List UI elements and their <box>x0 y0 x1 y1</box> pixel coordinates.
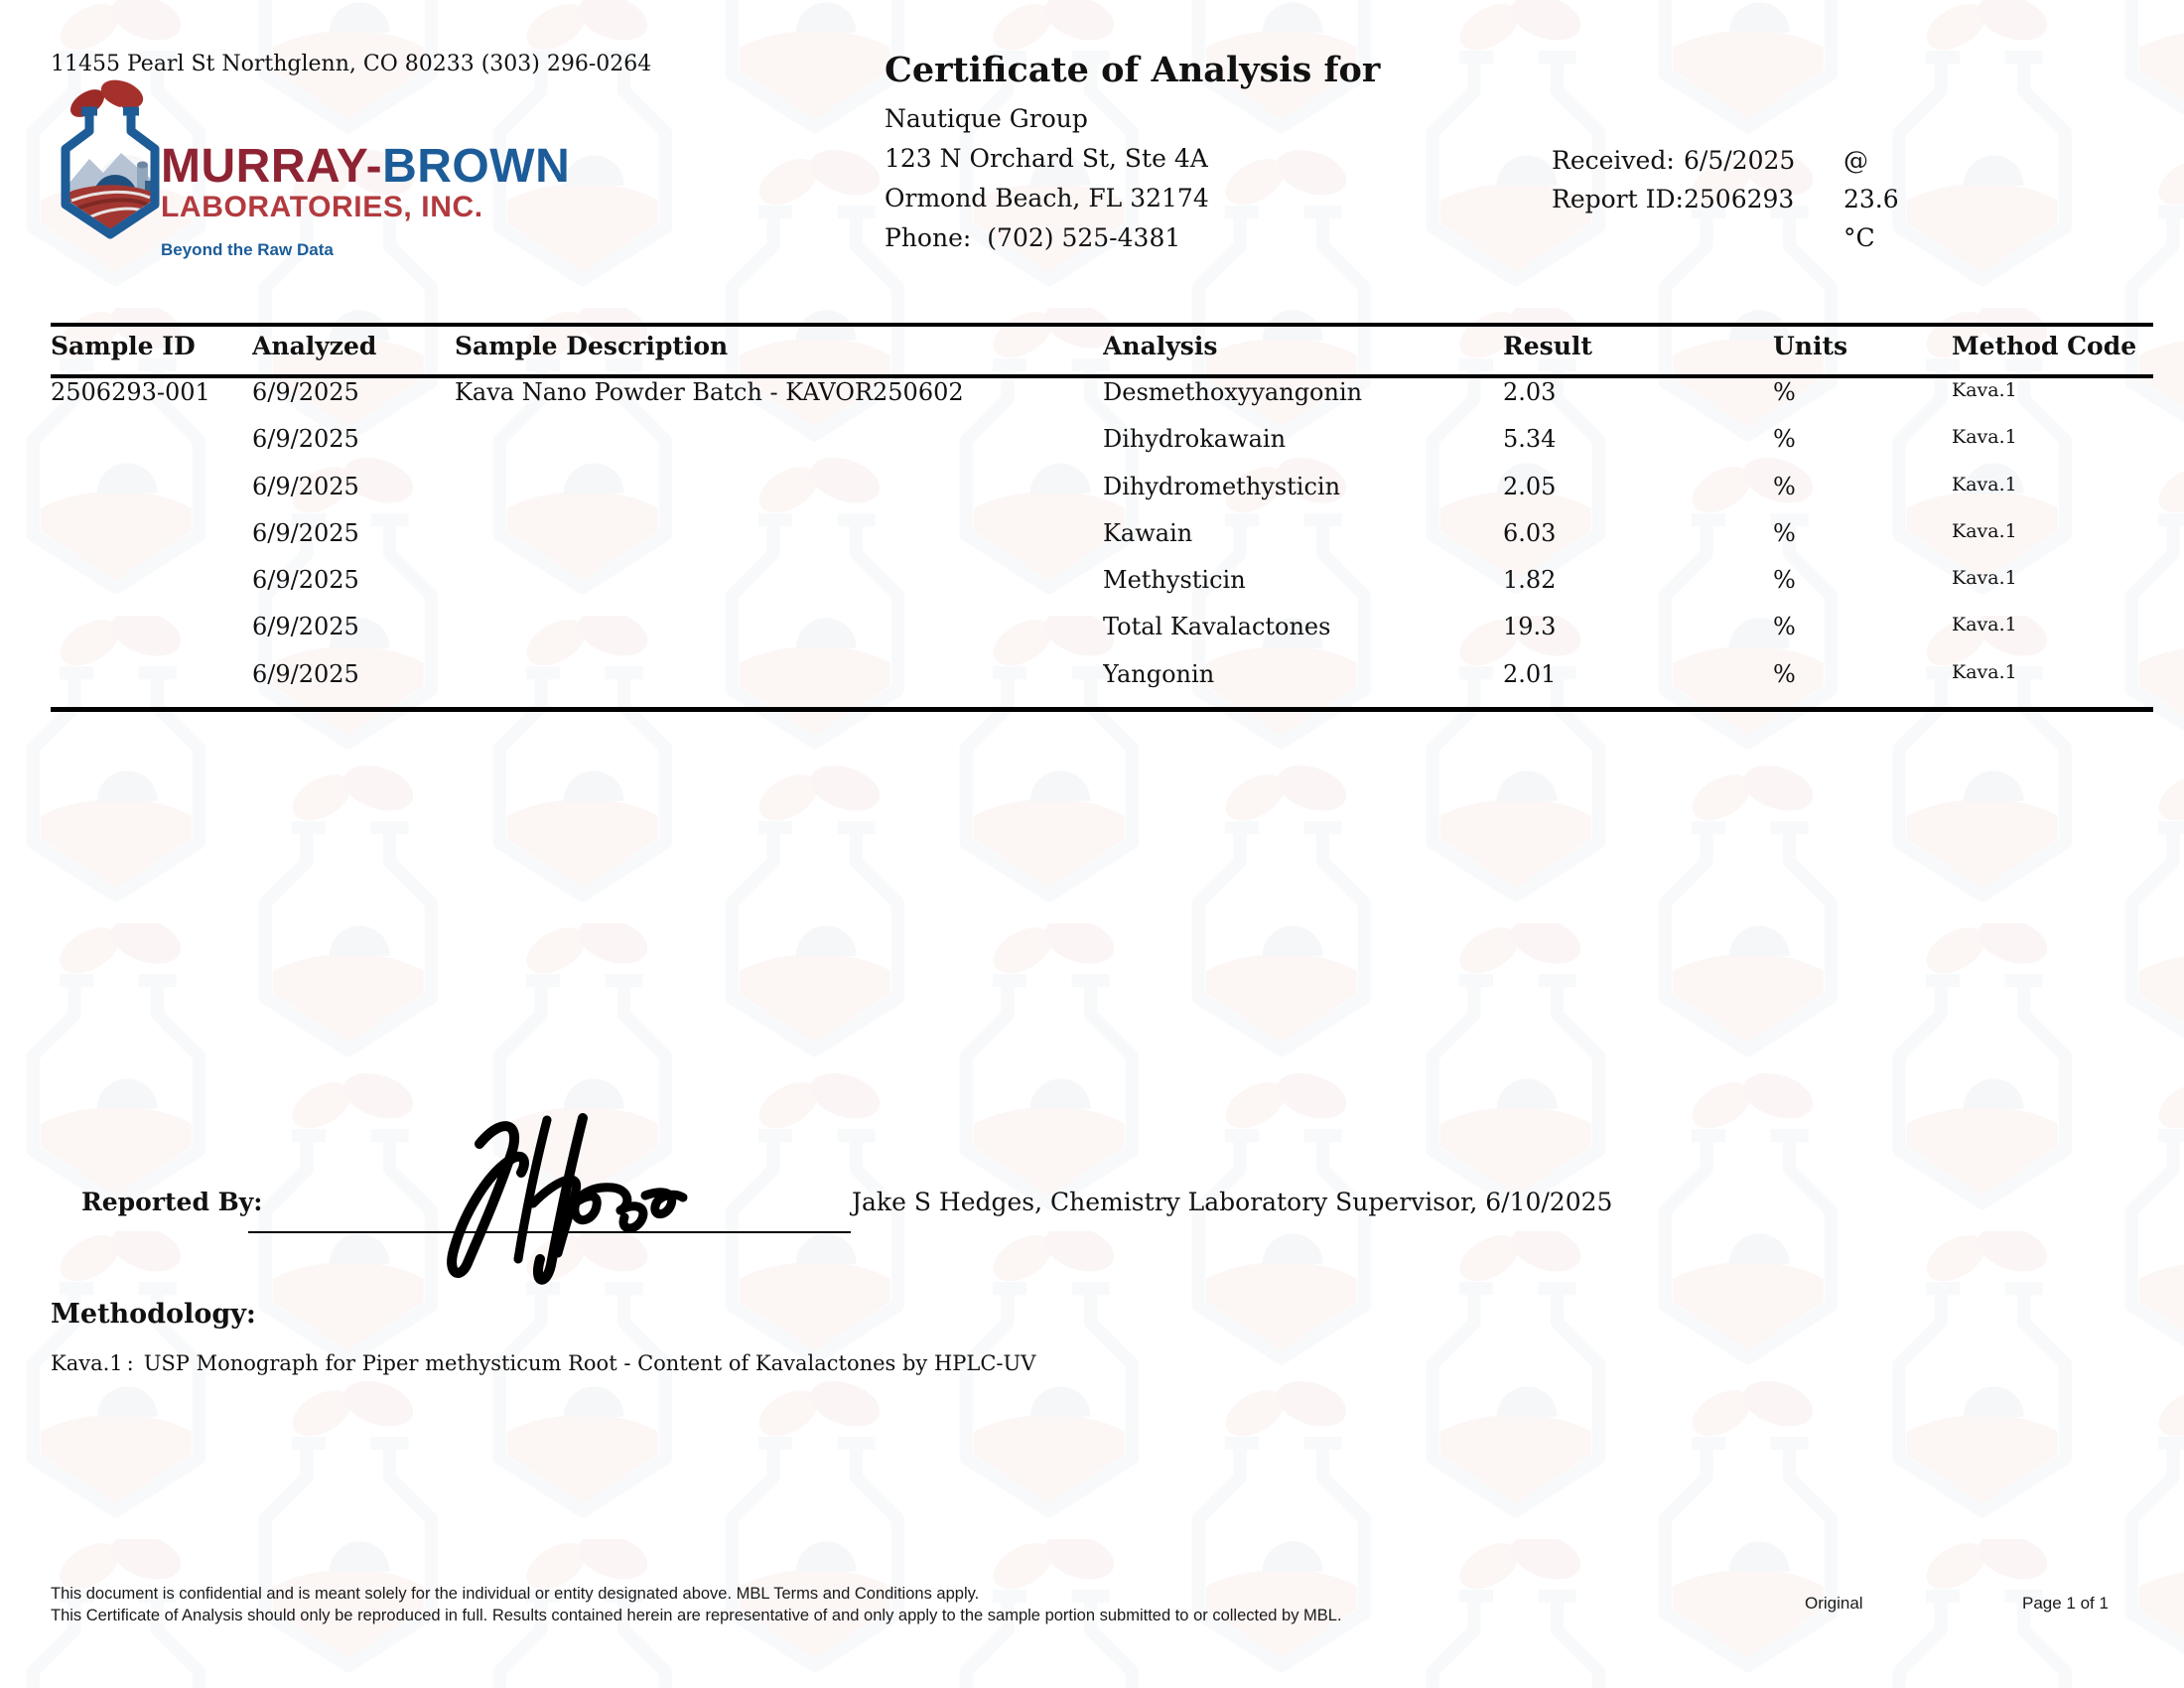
cell-analysis: Total Kavalactones <box>1103 616 1331 641</box>
cell-sample-description <box>455 428 1103 472</box>
cell-method-code: Kava.1 <box>1952 426 2017 449</box>
cell-sample-id <box>51 569 252 613</box>
cell-sample-description <box>455 476 1103 519</box>
cell-result: 6.03 <box>1503 521 1557 547</box>
header-result: Result <box>1503 332 1592 360</box>
cell-analyzed: 6/9/2025 <box>252 381 359 406</box>
header-analyzed: Analyzed <box>252 332 377 360</box>
cell-result: 5.34 <box>1503 428 1557 454</box>
signer-name-title: Jake S Hedges, Chemistry Laboratory Supervisor, 6/10/2025 <box>852 1188 1613 1216</box>
cell-units: % <box>1773 662 1796 688</box>
cell-result: 2.01 <box>1503 662 1557 688</box>
received-label: Received: <box>1552 146 1675 175</box>
footer-disclaimer-line2: This Certificate of Analysis should only be reproduced in full. Results contained herein are representative of and only apply to the sample portion submitted to or collected by MBL. <box>51 1606 1342 1624</box>
methodology-heading: Methodology: <box>51 1299 256 1330</box>
cell-result: 1.82 <box>1503 569 1557 595</box>
lab-logo-flask-icon <box>46 79 175 258</box>
cell-sample-description <box>455 522 1103 566</box>
cell-sample-id <box>51 476 252 519</box>
table-row <box>51 378 2153 425</box>
cell-analyzed: 6/9/2025 <box>252 662 359 688</box>
cell-units: % <box>1773 521 1796 547</box>
cell-sample-description <box>455 569 1103 613</box>
cell-units: % <box>1773 428 1796 454</box>
cell-units: % <box>1773 475 1796 500</box>
report-id-value: 2506293 <box>1684 185 1795 213</box>
cell-units: % <box>1773 616 1796 641</box>
cell-units: % <box>1773 569 1796 595</box>
table-row <box>51 425 2153 472</box>
table-row <box>51 566 2153 613</box>
cell-analyzed: 6/9/2025 <box>252 428 359 454</box>
cell-sample-id <box>51 663 252 707</box>
cell-analysis: Kawain <box>1103 521 1193 547</box>
cell-result: 2.03 <box>1503 381 1557 406</box>
cell-analyzed: 6/9/2025 <box>252 569 359 595</box>
cell-units: % <box>1773 381 1796 406</box>
table-row <box>51 473 2153 519</box>
table-bottom-rule <box>51 707 2153 712</box>
table-body <box>51 378 2153 707</box>
cell-method-code: Kava.1 <box>1952 473 2017 495</box>
footer-disclaimer-line1: This document is confidential and is meant solely for the individual or entity designated above. MBL Terms and Conditions apply. <box>51 1585 980 1603</box>
reported-by-label: Reported By: <box>81 1188 263 1216</box>
header-analysis: Analysis <box>1103 332 1218 360</box>
methodology-description: USP Monograph for Piper methysticum Root - Content of Kavalactones by HPLC-UV <box>143 1351 1036 1375</box>
logo-name-part1: MURRAY- <box>161 140 383 193</box>
cell-analysis: Yangonin <box>1103 662 1215 688</box>
cell-result: 2.05 <box>1503 475 1557 500</box>
client-block <box>885 99 1209 258</box>
cell-sample-description <box>455 616 1103 659</box>
methodology-separator: : <box>126 1351 134 1375</box>
cell-sample-description <box>455 663 1103 707</box>
header-sample-id: Sample ID <box>51 332 196 360</box>
received-temperature: @ 23.6 °C <box>1843 146 1899 252</box>
signature-handwriting <box>385 1110 723 1294</box>
client-phone-row <box>885 218 1209 258</box>
lab-address: 11455 Pearl St Northglenn, CO 80233 (303) 296-0264 <box>51 52 652 76</box>
page-title: Certificate of Analysis for <box>885 50 1381 90</box>
lab-logo-subname: LABORATORIES, INC. <box>161 191 483 223</box>
table-header-row <box>51 327 2153 378</box>
cell-analyzed: 6/9/2025 <box>252 616 359 641</box>
cell-sample-id <box>51 616 252 659</box>
footer-disclaimer <box>51 1584 1342 1626</box>
header-units: Units <box>1773 332 1848 360</box>
lab-logo-name <box>161 140 571 193</box>
cell-analysis: Methysticin <box>1103 569 1246 595</box>
lab-logo-text <box>161 140 571 260</box>
client-phone-number: (702) 525-4381 <box>987 223 1181 252</box>
received-block <box>1552 141 1899 252</box>
report-id-label: Report ID: <box>1552 185 1684 213</box>
client-phone-label: Phone: <box>885 223 972 252</box>
cell-method-code: Kava.1 <box>1952 614 2017 636</box>
cell-result: 19.3 <box>1503 616 1557 641</box>
cell-analysis: Desmethoxyyangonin <box>1103 381 1363 406</box>
cell-sample-id: 2506293-001 <box>51 381 210 406</box>
received-date: 6/5/2025 <box>1684 146 1796 175</box>
client-name: Nautique Group <box>885 104 1088 133</box>
cell-analyzed: 6/9/2025 <box>252 475 359 500</box>
cell-sample-id <box>51 522 252 566</box>
report-id-row <box>1552 180 1795 218</box>
cell-method-code: Kava.1 <box>1952 567 2017 590</box>
client-address-line1: 123 N Orchard St, Ste 4A <box>885 144 1208 173</box>
cell-sample-description: Kava Nano Powder Batch - KAVOR250602 <box>455 381 964 406</box>
table-row <box>51 519 2153 566</box>
cell-analyzed: 6/9/2025 <box>252 521 359 547</box>
cell-analysis: Dihydromethysticin <box>1103 475 1341 500</box>
footer-page-number: Page 1 of 1 <box>2022 1594 2109 1613</box>
table-row <box>51 660 2153 707</box>
cell-method-code: Kava.1 <box>1952 519 2017 542</box>
cell-method-code: Kava.1 <box>1952 379 2017 401</box>
cell-sample-id <box>51 428 252 472</box>
results-table <box>51 323 2153 712</box>
header-sample-description: Sample Description <box>455 332 729 360</box>
cell-method-code: Kava.1 <box>1952 660 2017 683</box>
footer-copy-type: Original <box>1805 1594 1863 1613</box>
lab-logo-tagline: Beyond the Raw Data <box>161 240 334 259</box>
cell-analysis: Dihydrokawain <box>1103 428 1287 454</box>
client-address-line2: Ormond Beach, FL 32174 <box>885 184 1209 212</box>
methodology-item <box>51 1351 1035 1375</box>
logo-name-part2: BROWN <box>382 140 571 193</box>
table-row <box>51 613 2153 659</box>
methodology-code: Kava.1 <box>51 1351 123 1375</box>
header-method-code: Method Code <box>1952 332 2137 360</box>
